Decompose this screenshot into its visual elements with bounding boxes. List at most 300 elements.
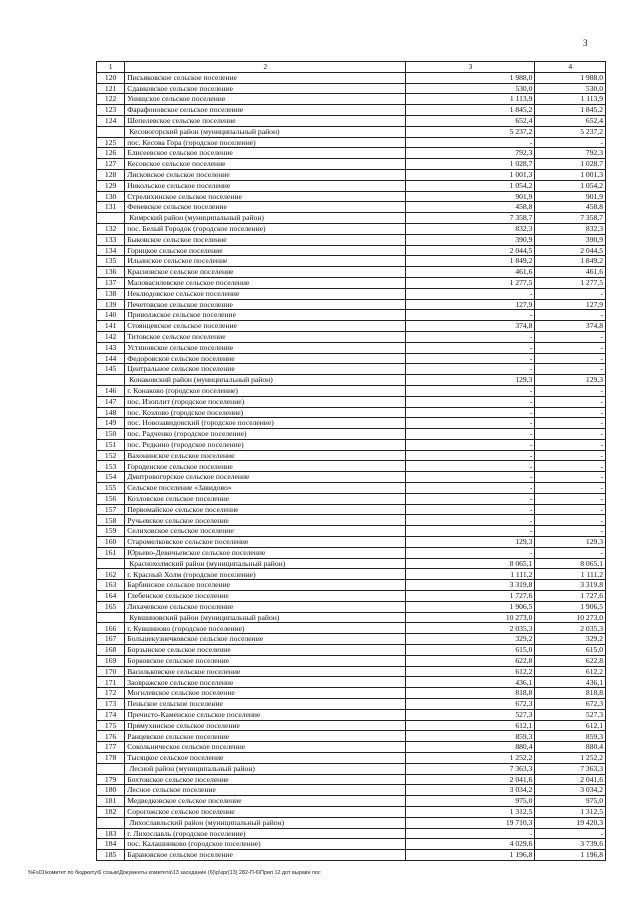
value-col-4: 19 420,3 [535,817,606,828]
row-number: 166 [97,623,125,634]
settlement-name: Барановское сельское поселение [125,850,406,861]
settlement-name: Фарафоновское сельское поселение [125,105,406,116]
settlement-name: г. Красный Холм (городское поселение) [125,569,406,580]
value-col-3: 7 363,3 [406,763,535,774]
value-col-4: 1 113,9 [535,94,606,105]
settlement-name: Лихославльский район (муниципальный район) [125,817,406,828]
settlement-name: Стоянцевское сельское поселение [125,321,406,332]
value-col-4: 1 111,2 [535,569,606,580]
settlement-name: Глебенское сельское поселение [125,591,406,602]
settlement-name: Кувшиновский район (муниципальный район) [125,612,406,623]
row-number: 131 [97,202,125,213]
value-col-4: - [535,407,606,418]
value-col-3: 1 906,5 [406,601,535,612]
table-row [97,342,606,353]
table-row [97,655,606,666]
district-subtotal-row [97,763,606,774]
value-col-4: 527,3 [535,709,606,720]
value-col-4: 612,2 [535,666,606,677]
value-col-3: 530,0 [406,83,535,94]
table-row [97,806,606,817]
value-col-3: - [406,450,535,461]
settlement-name: Козловское сельское поселение [125,493,406,504]
settlement-name: Титовское сельское поселение [125,331,406,342]
settlement-name: Центральное сельское поселение [125,364,406,375]
table-row [97,493,606,504]
value-col-3: 2 035,3 [406,623,535,634]
value-col-4: - [535,137,606,148]
settlement-name: г. Кувшиново (городское поселение) [125,623,406,634]
district-subtotal-row [97,612,606,623]
table-row [97,785,606,796]
table-row [97,699,606,710]
row-number: 169 [97,655,125,666]
row-number: 178 [97,753,125,764]
value-col-3: - [406,828,535,839]
value-col-4: 461,6 [535,267,606,278]
row-number: 176 [97,731,125,742]
row-number [97,213,125,224]
value-col-3: 374,8 [406,321,535,332]
settlement-name: Пречисто-Каменское сельское поселение [125,709,406,720]
value-col-3: 672,3 [406,699,535,710]
table-row [97,526,606,537]
value-col-3: 8 065,1 [406,558,535,569]
value-col-3: - [406,396,535,407]
value-col-3: 1 196,8 [406,850,535,861]
value-col-3: 390,9 [406,234,535,245]
row-number: 140 [97,310,125,321]
row-number: 135 [97,256,125,267]
page-number: 3 [583,38,588,48]
settlement-name: Лихачевское сельское поселение [125,601,406,612]
row-number: 125 [97,137,125,148]
row-number: 157 [97,504,125,515]
value-col-4: 1 849,2 [535,256,606,267]
value-col-4: 1 845,2 [535,105,606,116]
row-number: 141 [97,321,125,332]
settlement-name: Печетовское сельское поселение [125,299,406,310]
value-col-3: 1 054,2 [406,180,535,191]
table-row [97,169,606,180]
row-number: 132 [97,223,125,234]
row-number: 152 [97,450,125,461]
value-col-4: 1 252,2 [535,753,606,764]
row-number: 146 [97,385,125,396]
row-number: 156 [97,493,125,504]
value-col-4: 329,2 [535,634,606,645]
value-col-4: - [535,504,606,515]
header-col-2: 2 [125,62,406,73]
table-row [97,137,606,148]
settlement-name: г. Конаково (городское поселение) [125,385,406,396]
header-col-4: 4 [535,62,606,73]
table-row [97,547,606,558]
value-col-4: 1 906,5 [535,601,606,612]
value-col-3: - [406,526,535,537]
value-col-3: - [406,288,535,299]
value-col-3: 1 727,6 [406,591,535,602]
value-col-4: 901,9 [535,191,606,202]
value-col-3: - [406,385,535,396]
value-col-3: 832,3 [406,223,535,234]
value-col-4: - [535,526,606,537]
table-row [97,396,606,407]
settlement-name: Старомелковское сельское поселение [125,537,406,548]
row-number: 144 [97,353,125,364]
settlement-name: Лесное сельское поселение [125,785,406,796]
value-col-4: 1 727,6 [535,591,606,602]
value-col-4: 129,3 [535,537,606,548]
row-number: 175 [97,720,125,731]
district-subtotal-row [97,375,606,386]
value-col-4: 1 028,7 [535,159,606,170]
value-col-3: 1 028,7 [406,159,535,170]
value-col-3: - [406,439,535,450]
settlement-name: Борковское сельское поселение [125,655,406,666]
row-number: 128 [97,169,125,180]
value-col-4: 818,8 [535,688,606,699]
table-row [97,796,606,807]
table-row [97,461,606,472]
value-col-3: - [406,461,535,472]
value-col-4: - [535,450,606,461]
row-number: 171 [97,677,125,688]
table-row [97,115,606,126]
value-col-3: 1 277,5 [406,277,535,288]
table-row [97,148,606,159]
value-col-3: 1 312,5 [406,806,535,817]
value-col-4: 2 041,6 [535,774,606,785]
district-subtotal-row [97,126,606,137]
value-col-4: - [535,418,606,429]
row-number: 165 [97,601,125,612]
value-col-3: 129,3 [406,537,535,548]
value-col-4: 3 319,8 [535,580,606,591]
table-row [97,504,606,515]
value-col-3: 612,2 [406,666,535,677]
settlement-name: Первомайское сельское поселение [125,504,406,515]
row-number: 151 [97,439,125,450]
district-subtotal-row [97,213,606,224]
table-row [97,688,606,699]
row-number: 145 [97,364,125,375]
row-number: 163 [97,580,125,591]
table-row [97,331,606,342]
row-number: 126 [97,148,125,159]
row-number: 158 [97,515,125,526]
table-row [97,742,606,753]
row-number: 168 [97,645,125,656]
row-number: 148 [97,407,125,418]
row-number: 136 [97,267,125,278]
value-col-4: - [535,515,606,526]
settlement-name: Бохтовское сельское поселение [125,774,406,785]
row-number [97,558,125,569]
table-row [97,439,606,450]
value-col-3: - [406,472,535,483]
header-col-1: 1 [97,62,125,73]
table-row [97,569,606,580]
table-row [97,288,606,299]
settlement-name: Стрелихинское сельское поселение [125,191,406,202]
value-col-3: 1 845,2 [406,105,535,116]
settlement-name: Могилевское сельское поселение [125,688,406,699]
settlement-name: Городенское сельское поселение [125,461,406,472]
table-row [97,234,606,245]
table-row [97,364,606,375]
settlement-name: пос. Новозавидовский (городское поселение) [125,418,406,429]
table-row [97,267,606,278]
row-number: 155 [97,483,125,494]
value-col-4: 1 054,2 [535,180,606,191]
table-row [97,299,606,310]
table-row [97,623,606,634]
value-col-3: - [406,429,535,440]
value-col-4: 374,8 [535,321,606,332]
table-row [97,580,606,591]
row-number: 174 [97,709,125,720]
settlement-name: Большекузнечковское сельское поселение [125,634,406,645]
value-col-4: 1 196,8 [535,850,606,861]
row-number: 130 [97,191,125,202]
settlement-name: Сельское поселение «Завидово» [125,483,406,494]
value-col-3: 880,4 [406,742,535,753]
settlement-name: Барбинское сельское поселение [125,580,406,591]
value-col-3: 2 041,6 [406,774,535,785]
value-col-4: - [535,493,606,504]
settlement-name: Ручьевское сельское поселение [125,515,406,526]
value-col-3: - [406,547,535,558]
table-row [97,839,606,850]
settlement-name: Борзынское сельское поселение [125,645,406,656]
value-col-4: - [535,472,606,483]
value-col-3: - [406,331,535,342]
value-col-3: 975,0 [406,796,535,807]
value-col-3: 5 237,2 [406,126,535,137]
value-col-4: 7 363,3 [535,763,606,774]
row-number: 183 [97,828,125,839]
value-col-3: - [406,364,535,375]
row-number: 167 [97,634,125,645]
value-col-4: 2 044,5 [535,245,606,256]
row-number: 159 [97,526,125,537]
settlement-name: Унищское сельское поселение [125,94,406,105]
row-number: 120 [97,72,125,83]
settlement-name: Неклюдовское сельское поселение [125,288,406,299]
table-row [97,645,606,656]
table-row [97,601,606,612]
settlement-name: Тысяцкое сельское поселение [125,753,406,764]
value-col-3: 19 710,3 [406,817,535,828]
table-row [97,450,606,461]
value-col-4: 8 065,1 [535,558,606,569]
table-row [97,83,606,94]
table-row [97,191,606,202]
settlement-name: Лесной район (муниципальный район) [125,763,406,774]
row-number: 133 [97,234,125,245]
value-col-4: 5 237,2 [535,126,606,137]
value-col-4: 436,1 [535,677,606,688]
settlement-name: Краснохолмский район (муниципальный район) [125,558,406,569]
table-row [97,256,606,267]
settlement-name: Пеньское сельское поселение [125,699,406,710]
district-subtotal-row [97,817,606,828]
row-number [97,817,125,828]
value-col-4: 615,0 [535,645,606,656]
value-col-3: 622,8 [406,655,535,666]
value-col-4: - [535,342,606,353]
row-number: 182 [97,806,125,817]
row-number: 139 [97,299,125,310]
table-row [97,385,606,396]
table-row [97,666,606,677]
settlement-name: Феневское сельское поселение [125,202,406,213]
table-row [97,105,606,116]
table-row [97,94,606,105]
row-number: 184 [97,839,125,850]
row-number: 149 [97,418,125,429]
row-number [97,612,125,623]
value-col-3: - [406,353,535,364]
value-col-4: 1 277,5 [535,277,606,288]
row-number: 181 [97,796,125,807]
table-row [97,591,606,602]
row-number: 153 [97,461,125,472]
settlement-name: Кесовогорский район (муниципальный район) [125,126,406,137]
table-row [97,277,606,288]
value-col-4: - [535,396,606,407]
table-row [97,353,606,364]
value-col-4: 1 001,3 [535,169,606,180]
settlement-name: Устиновское сельское поселение [125,342,406,353]
settlement-name: Кимрский район (муниципальный район) [125,213,406,224]
row-number: 154 [97,472,125,483]
value-col-3: 1 001,3 [406,169,535,180]
row-number: 164 [97,591,125,602]
row-number [97,763,125,774]
value-col-3: 1 111,2 [406,569,535,580]
value-col-4: 880,4 [535,742,606,753]
settlement-name: г. Лихославль (городское поселение) [125,828,406,839]
settlement-name: Медведковское сельское поселение [125,796,406,807]
row-number: 177 [97,742,125,753]
row-number: 134 [97,245,125,256]
table-row [97,202,606,213]
table-row [97,515,606,526]
value-col-4: - [535,310,606,321]
value-col-3: 436,1 [406,677,535,688]
settlement-name: Селиховское сельское поселение [125,526,406,537]
table-row [97,634,606,645]
value-col-4: 129,3 [535,375,606,386]
value-col-3: - [406,310,535,321]
value-col-4: 652,4 [535,115,606,126]
row-number: 124 [97,115,125,126]
value-col-3: - [406,515,535,526]
table-row [97,828,606,839]
settlement-name: Дмитровогорское сельское поселение [125,472,406,483]
table-row [97,159,606,170]
table-row [97,483,606,494]
value-col-4: 622,8 [535,655,606,666]
table-row [97,720,606,731]
value-col-3: 4 029,6 [406,839,535,850]
value-col-4: 3 034,2 [535,785,606,796]
settlement-name: пос. Радченко (городское поселение) [125,429,406,440]
value-col-3: - [406,504,535,515]
table-row [97,774,606,785]
value-col-3: 2 044,5 [406,245,535,256]
row-number [97,126,125,137]
table-row [97,753,606,764]
value-col-4: 612,1 [535,720,606,731]
row-number: 127 [97,159,125,170]
table-row [97,677,606,688]
value-col-3: - [406,483,535,494]
settlement-name: пос. Редкино (городское поселение) [125,439,406,450]
value-col-4: 127,9 [535,299,606,310]
value-col-3: 615,0 [406,645,535,656]
settlement-name: Приволжское сельское поселение [125,310,406,321]
value-col-4: 859,3 [535,731,606,742]
row-number: 161 [97,547,125,558]
row-number: 180 [97,785,125,796]
value-col-4: 975,0 [535,796,606,807]
row-number [97,375,125,386]
value-col-4: - [535,439,606,450]
value-col-3: 792,3 [406,148,535,159]
value-col-4: 10 273,0 [535,612,606,623]
value-col-4: 390,9 [535,234,606,245]
settlement-name: пос. Калашниково (городское поселение) [125,839,406,850]
table-row [97,850,606,861]
row-number: 150 [97,429,125,440]
value-col-3: 1 113,9 [406,94,535,105]
settlement-name: Конаковский район (муниципальный район) [125,375,406,386]
settlement-name: Ранцевское сельское поселение [125,731,406,742]
data-table [96,61,606,861]
table-row [97,537,606,548]
table-row [97,180,606,191]
settlement-name: Кесовское сельское поселение [125,159,406,170]
value-col-4: 1 988,0 [535,72,606,83]
value-col-4: 3 739,6 [535,839,606,850]
value-col-3: - [406,342,535,353]
value-col-4: 832,3 [535,223,606,234]
table-row [97,709,606,720]
value-col-4: - [535,461,606,472]
settlement-name: Шепелевское сельское поселение [125,115,406,126]
settlement-name: Лисковское сельское поселение [125,169,406,180]
value-col-4: - [535,331,606,342]
table-row [97,407,606,418]
row-number: 123 [97,105,125,116]
table-row [97,731,606,742]
settlement-name: Ильинское сельское поселение [125,256,406,267]
row-number: 137 [97,277,125,288]
value-col-4: - [535,288,606,299]
settlement-name: Юрьево-Девичьевское сельское поселение [125,547,406,558]
value-col-3: 129,3 [406,375,535,386]
row-number: 143 [97,342,125,353]
settlement-name: Вахонинское сельское поселение [125,450,406,461]
row-number: 179 [97,774,125,785]
value-col-4: - [535,429,606,440]
value-col-3: - [406,407,535,418]
settlement-name: Прямухинское сельское поселение [125,720,406,731]
settlement-name: Сорогожское сельское поселение [125,806,406,817]
